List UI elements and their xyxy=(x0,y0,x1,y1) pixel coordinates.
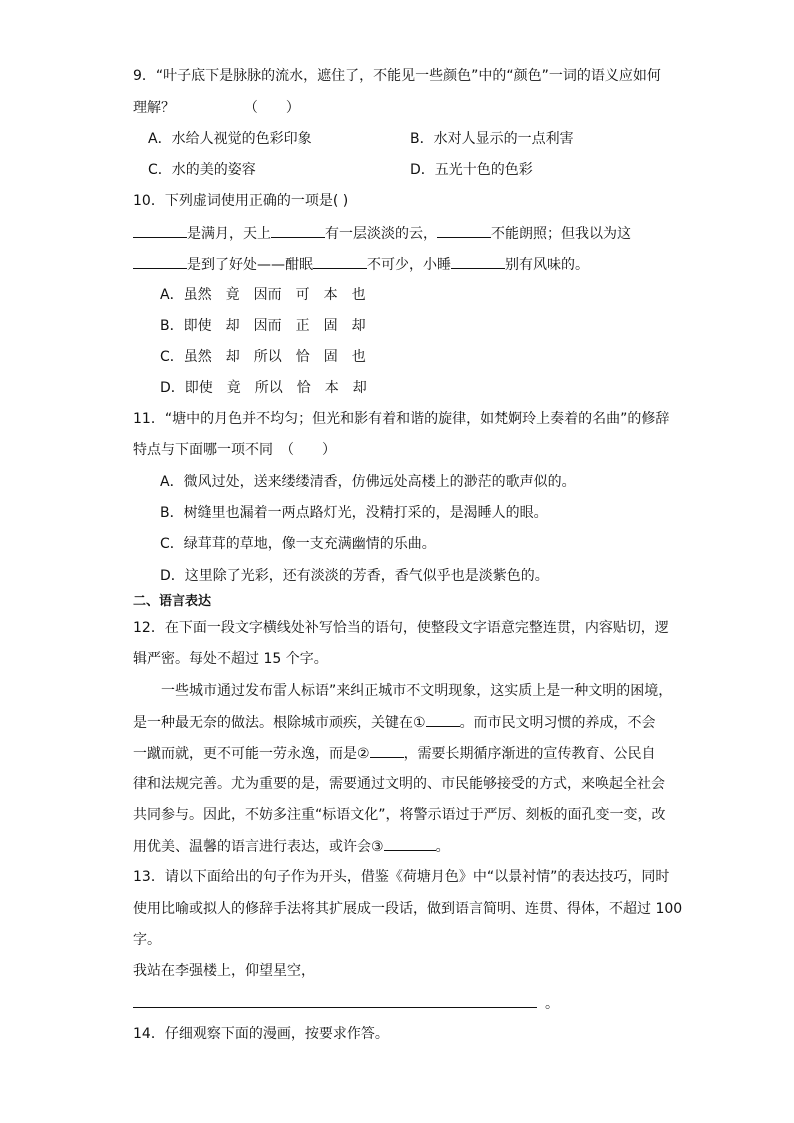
passage-line4: 律和法规完善。尤为重要的是，需要通过文明的、市民能够接受的方式，来唤起全社会 xyxy=(133,776,665,792)
question-12-stem-line1: 12．在下面一段文字横线处补写恰当的语句，使整段文字语意完整连贯，内容贴切，逻 xyxy=(133,620,669,636)
passage-fragment: 。 xyxy=(435,839,450,855)
answer-blank xyxy=(133,993,537,1008)
passage-line5: 共同参与。因此，不妨多注重“标语文化”，将警示语过于严厉、刻板的面孔变一变，改 xyxy=(133,807,666,823)
question-11-option-c: C．绿茸茸的草地，像一支充满幽情的乐曲。 xyxy=(160,536,436,552)
question-13-stem-line3: 字。 xyxy=(133,932,161,948)
answer-line xyxy=(133,993,559,1013)
answer-blank xyxy=(133,254,187,269)
answer-blank xyxy=(370,743,404,758)
answer-blank xyxy=(437,223,491,238)
sentence-fragment: 别有风味的。 xyxy=(505,257,589,273)
answer-line-end: 。 xyxy=(545,996,559,1012)
question-9-option-d: D．五光十色的色彩 xyxy=(410,162,533,178)
sentence-fragment: 是到了好处——酣眠 xyxy=(187,257,313,273)
question-11-option-a: A．微风过处，送来缕缕清香，仿佛远处高楼上的渺茫的歌声似的。 xyxy=(160,474,576,490)
sentence-fragment: 不能朗照；但我以为这 xyxy=(491,226,631,242)
question-9-stem-line2 xyxy=(133,98,300,118)
answer-blank xyxy=(451,254,505,269)
answer-blank xyxy=(313,254,367,269)
passage-fragment: 是一种最无奈的做法。根除城市顽疾，关键在① xyxy=(133,715,426,731)
question-10-option-d: D．即使 竟 所以 恰 本 却 xyxy=(160,380,367,396)
question-13-stem-line2: 使用比喻或拟人的修辞手法将其扩展成一段话，做到语言简明、连贯、得体，不超过 100 xyxy=(133,901,683,917)
question-10-option-b: B．即使 却 因而 正 固 却 xyxy=(160,318,366,334)
sentence-fragment: 有一层淡淡的云， xyxy=(325,226,437,242)
answer-blank xyxy=(384,836,436,851)
question-13-stem-line1: 13．请以下面给出的句子作为开头，借鉴《荷塘月色》中“以景衬情”的表达技巧，同时 xyxy=(133,869,670,885)
question-13-prompt-start: 我站在李强楼上，仰望星空， xyxy=(133,963,315,979)
section-heading: 二、语言表达 xyxy=(133,594,212,609)
question-14-stem: 14．仔细观察下面的漫画，按要求作答。 xyxy=(133,1026,389,1042)
answer-blank xyxy=(133,223,187,238)
sentence-fragment: 是满月，天上 xyxy=(187,226,271,242)
passage-fragment: 。而市民文明习惯的养成，不会 xyxy=(459,715,656,731)
answer-blank xyxy=(271,223,325,238)
answer-parenthesis: （ ） xyxy=(243,100,300,116)
question-9-option-b: B．水对人显示的一点利害 xyxy=(410,131,574,147)
question-11-stem-line1: 11．“塘中的月色并不均匀；但光和影有着和谐的旋律，如梵婀玲上奏着的名曲”的修辞 xyxy=(133,411,670,427)
question-10-sentence-line2 xyxy=(133,254,589,274)
question-11-option-b: B．树缝里也漏着一两点路灯光，没精打采的，是渴睡人的眼。 xyxy=(160,505,548,521)
passage-line1: 一些城市通过发布雷人标语”来纠正城市不文明现象，这实质上是一种文明的困境， xyxy=(161,683,673,699)
question-10-sentence-line1 xyxy=(133,223,631,243)
passage-fragment: ，需要长期循序渐进的宣传教育、公民自 xyxy=(403,746,656,762)
question-9-stem-text: 理解？ xyxy=(133,100,175,116)
passage-fragment: 一蹴而就，更不可能一劳永逸，而是② xyxy=(133,746,370,762)
passage-line6 xyxy=(133,836,450,856)
sentence-fragment: 不可少，小睡 xyxy=(367,257,451,273)
question-11-option-d: D．这里除了光彩，还有淡淡的芳香，香气似乎也是淡紫色的。 xyxy=(160,568,549,584)
passage-line3 xyxy=(133,743,656,763)
question-9-option-c: C．水的美的姿容 xyxy=(148,162,256,178)
question-9-stem-line1: 9．“叶子底下是脉脉的流水，遮住了，不能见一些颜色”中的“颜色”一词的语义应如何 xyxy=(133,68,661,84)
question-11-stem-line2: 特点与下面哪一项不同 （ ） xyxy=(133,442,336,458)
passage-fragment: 用优美、温馨的语言进行表达，或许会③ xyxy=(133,839,384,855)
question-12-stem-line2: 辑严密。每处不超过 15 个字。 xyxy=(133,651,328,667)
question-10-option-c: C．虽然 却 所以 恰 固 也 xyxy=(160,349,366,365)
question-10-option-a: A．虽然 竟 因而 可 本 也 xyxy=(160,287,366,303)
answer-blank xyxy=(426,712,460,727)
question-10-stem: 10．下列虚词使用正确的一项是( ) xyxy=(133,193,349,209)
passage-line2 xyxy=(133,712,656,732)
question-9-option-a: A．水给人视觉的色彩印象 xyxy=(148,131,312,147)
